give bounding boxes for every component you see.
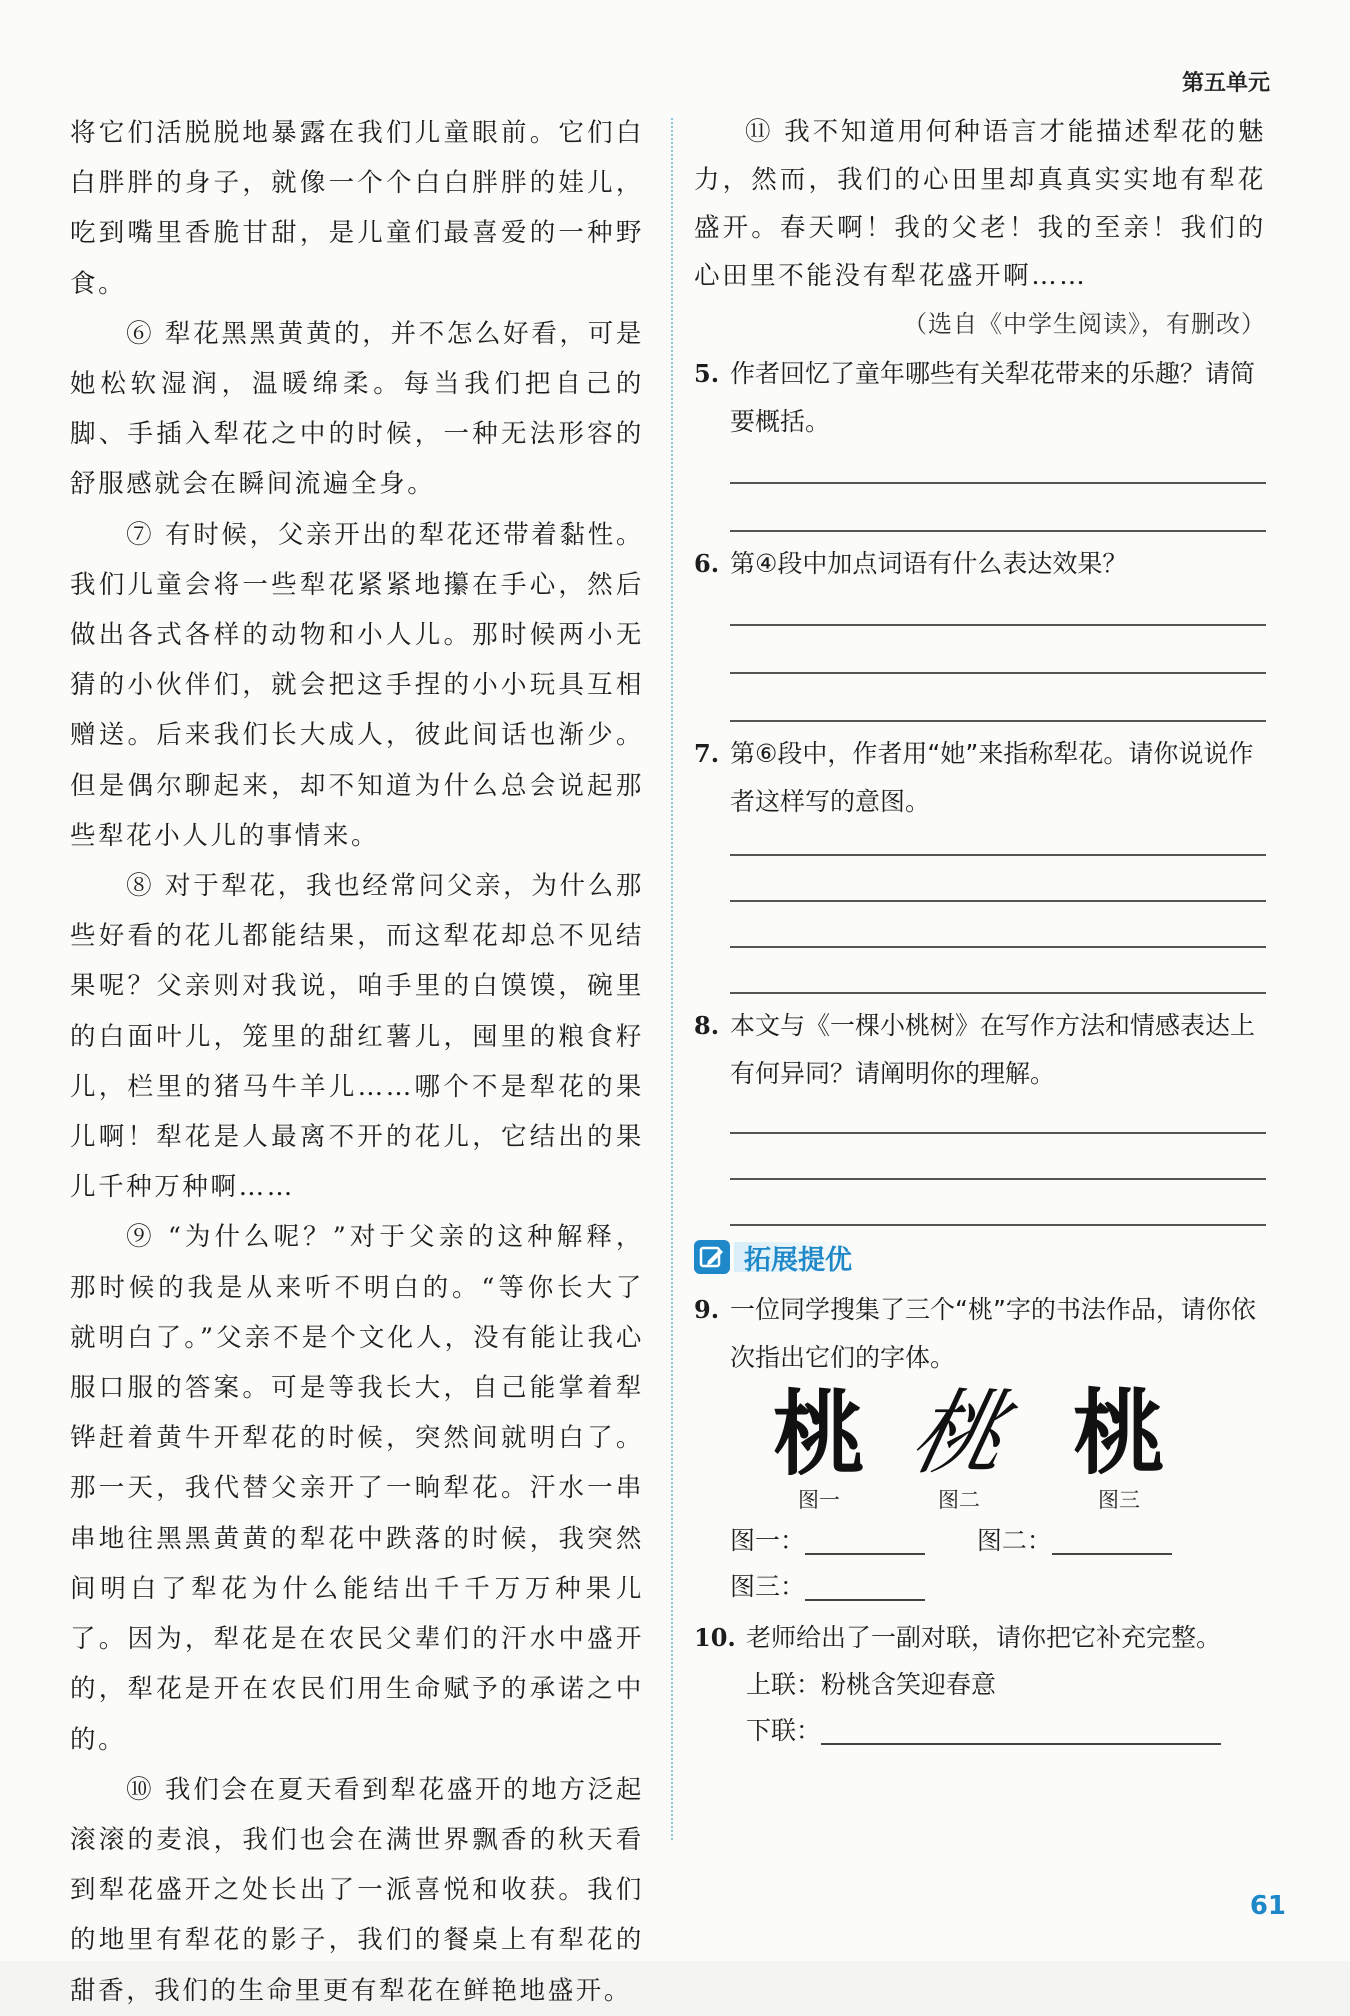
paragraph-10: ⑩ 我们会在夏天看到犁花盛开的地方泛起滚滚的麦浪，我们也会在满世界飘香的秋天看到犁花盛开之处长出了一派喜悦和收获。我们的地里有犁花的影子，我们的餐桌上有犁花的甜香，我们的生命里更有犁花在鲜艳地盛开。 xyxy=(70,1774,644,2006)
question-8 xyxy=(694,1002,1266,1098)
calligraphy-figure-1 xyxy=(764,1380,874,1514)
pencil-note-icon xyxy=(694,1240,730,1274)
answer-line[interactable] xyxy=(730,900,1266,902)
question-7 xyxy=(694,730,1266,826)
question-text: 作者回忆了童年哪些有关犁花带来的乐趣？请简要概括。 xyxy=(730,359,1256,436)
fill-row-1 xyxy=(694,1518,1266,1564)
question-text: 老师给出了一副对联，请你把它补充完整。 xyxy=(746,1623,1222,1652)
fill-row-2 xyxy=(694,1564,1266,1610)
question-6 xyxy=(694,540,1266,588)
calligraphy-glyph: 桃 xyxy=(772,1380,865,1488)
answer-line[interactable] xyxy=(730,672,1266,674)
figure-caption: 图二 xyxy=(938,1488,980,1512)
page-number: 61 xyxy=(1249,1891,1286,1921)
question-number: 6. xyxy=(694,549,720,578)
fill-label: 图一： xyxy=(730,1526,806,1555)
calligraphy-figure-2 xyxy=(901,1380,1017,1514)
calligraphy-figure-3 xyxy=(1054,1380,1184,1514)
fill-label: 下联： xyxy=(746,1716,822,1745)
question-10 xyxy=(694,1614,1266,1662)
question-text: 第⑥段中，作者用“她”来指称犁花。请你说说作者这样写的意图。 xyxy=(730,739,1254,816)
couplet-lower xyxy=(694,1708,1266,1754)
answer-line[interactable] xyxy=(730,720,1266,722)
question-number: 9. xyxy=(694,1295,720,1324)
question-number: 10. xyxy=(694,1623,736,1652)
couplet-upper: 上联：粉桃含笑迎春意 xyxy=(746,1670,997,1699)
calligraphy-glyph: 桃 xyxy=(901,1380,1017,1487)
question-text: 第④段中加点词语有什么表达效果？ xyxy=(730,549,1128,578)
figure-caption: 图三 xyxy=(1098,1488,1140,1512)
answer-line[interactable] xyxy=(730,992,1266,994)
right-column xyxy=(694,108,1266,1754)
section-header xyxy=(694,1236,1266,1280)
answer-line[interactable] xyxy=(730,1132,1266,1134)
answer-line[interactable] xyxy=(730,482,1266,484)
answer-line[interactable] xyxy=(730,530,1266,532)
answer-line[interactable] xyxy=(730,624,1266,626)
left-column xyxy=(70,108,644,2016)
section-title: 拓展提优 xyxy=(744,1245,852,1276)
source-citation: （选自《中学生阅读》，有删改） xyxy=(903,310,1266,338)
paragraph-9: ⑨ “为什么呢？”对于父亲的这种解释，那时候的我是从来听不明白的。“等你长大了就明白了。”父亲不是个文化人，没有能让我心服口服的答案。可是等我长大，自己能掌着犁铧赶着黄牛开犁花的时候，突然间就明白了。那一天，我代替父亲开了一晌犁花。汗水一串串地往黑黑黄黄的犁花中跌落的时候，我突然间明白了犁花为什么能结出千千万万种果儿了。因为，犁花是在农民父辈们的汗水中盛开的，犁花是开在农民们用生命赋予的承诺之中的。 xyxy=(70,1222,644,1755)
answer-line[interactable] xyxy=(730,854,1266,856)
question-text: 一位同学搜集了三个“桃”字的书法作品，请你依次指出它们的字体。 xyxy=(730,1295,1256,1372)
figure-caption: 图一 xyxy=(798,1488,840,1512)
paragraph-7: ⑦ 有时候，父亲开出的犁花还带着黏性。我们儿童会将一些犁花紧紧地攥在手心，然后做出各式各样的动物和小人儿。那时候两小无猜的小伙伴们，就会把这手捏的小小玩具互相赠送。后来我们长大成人，彼此间话也渐少。但是偶尔聊起来，却不知道为什么总会说起那些犁花小人儿的事情来。 xyxy=(70,519,644,851)
answer-blank[interactable] xyxy=(1052,1527,1172,1555)
question-text: 本文与《一棵小桃树》在写作方法和情感表达上有何异同？请阐明你的理解。 xyxy=(730,1011,1256,1088)
paragraph-11: ⑪ 我不知道用何种语言才能描述犁花的魅力，然而，我们的心田里却真真实实地有犁花盛开。春天啊！我的父老！我的至亲！我们的心田里不能没有犁花盛开啊…… xyxy=(694,117,1266,291)
answer-line[interactable] xyxy=(730,1178,1266,1180)
fill-label: 图三： xyxy=(730,1572,806,1601)
paragraph-continued: 将它们活脱脱地暴露在我们儿童眼前。它们白白胖胖的身子，就像一个个白白胖胖的娃儿，吃到嘴里香脆甘甜，是儿童们最喜爱的一种野食。 xyxy=(70,118,644,299)
column-divider xyxy=(671,118,673,1840)
calligraphy-glyph: 桃 xyxy=(1072,1380,1165,1487)
question-9 xyxy=(694,1286,1266,1382)
paragraph-8: ⑧ 对于犁花，我也经常问父亲，为什么那些好看的花儿都能结果，而这犁花却总不见结果呢？父亲则对我说，咱手里的白馍馍，碗里的白面叶儿，笼里的甜红薯儿，囤里的粮食籽儿，栏里的猪马牛羊儿……哪个不是犁花的果儿啊！犁花是人最离不开的花儿，它结出的果儿千种万种啊…… xyxy=(70,871,644,1203)
question-number: 5. xyxy=(694,359,720,388)
fill-label: 图二： xyxy=(976,1526,1052,1555)
question-number: 7. xyxy=(694,739,720,768)
answer-line[interactable] xyxy=(730,946,1266,948)
paragraph-6: ⑥ 犁花黑黑黄黄的，并不怎么好看，可是她松软湿润，温暖绵柔。每当我们把自己的脚、手插入犁花之中的时候，一种无法形容的舒服感就会在瞬间流遍全身。 xyxy=(70,318,644,500)
answer-blank[interactable] xyxy=(805,1527,925,1555)
answer-blank[interactable] xyxy=(821,1717,1221,1745)
answer-blank[interactable] xyxy=(805,1573,925,1601)
answer-line[interactable] xyxy=(730,1224,1266,1226)
passage-end xyxy=(694,108,1266,348)
question-number: 8. xyxy=(694,1011,720,1040)
calligraphy-row xyxy=(694,1380,1266,1518)
unit-title: 第五单元 xyxy=(1181,71,1270,96)
question-5 xyxy=(694,350,1266,446)
